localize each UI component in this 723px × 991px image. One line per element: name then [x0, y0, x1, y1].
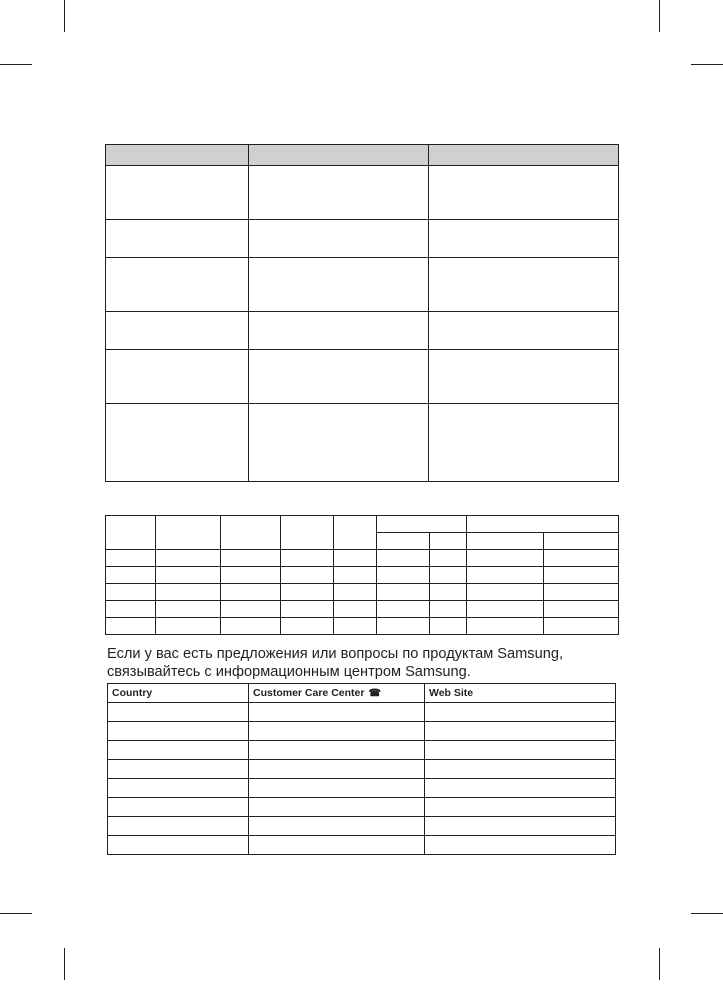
table-row — [106, 312, 619, 350]
table-row — [106, 258, 619, 312]
table-row — [108, 722, 616, 741]
middle-table — [105, 515, 619, 635]
care-center-header — [249, 684, 425, 703]
crop-mark — [64, 948, 65, 980]
table-row — [108, 779, 616, 798]
table-row — [108, 760, 616, 779]
crop-mark — [659, 0, 660, 32]
table-row — [108, 798, 616, 817]
crop-mark — [0, 64, 32, 65]
table-row — [106, 567, 619, 584]
table-row — [106, 550, 619, 567]
table-row — [106, 220, 619, 258]
country-header: Country — [108, 684, 249, 703]
table-header-row — [106, 145, 619, 166]
crop-mark — [0, 913, 32, 914]
table-row — [106, 618, 619, 635]
table-row — [108, 741, 616, 760]
table-row — [106, 166, 619, 220]
table-header-row — [106, 516, 619, 533]
care-center-label: Customer Care Center — [253, 687, 365, 699]
web-site-header: Web Site — [425, 684, 616, 703]
upper-table — [105, 144, 619, 482]
table-row — [108, 836, 616, 855]
table-row — [106, 601, 619, 618]
table-row — [106, 350, 619, 404]
crop-mark — [64, 0, 65, 32]
crop-mark — [659, 948, 660, 980]
contact-notice: Если у вас есть предложения или вопросы по продуктам Samsung, связывайтесь с информационным центром Samsung. — [107, 646, 563, 680]
table-row — [108, 703, 616, 722]
table-row — [108, 817, 616, 836]
phone-icon: ☎ — [368, 688, 381, 699]
table-row — [106, 404, 619, 482]
crop-mark — [691, 64, 723, 65]
crop-mark — [691, 913, 723, 914]
table-header-row — [108, 684, 616, 703]
contacts-table — [107, 683, 616, 855]
table-row — [106, 584, 619, 601]
